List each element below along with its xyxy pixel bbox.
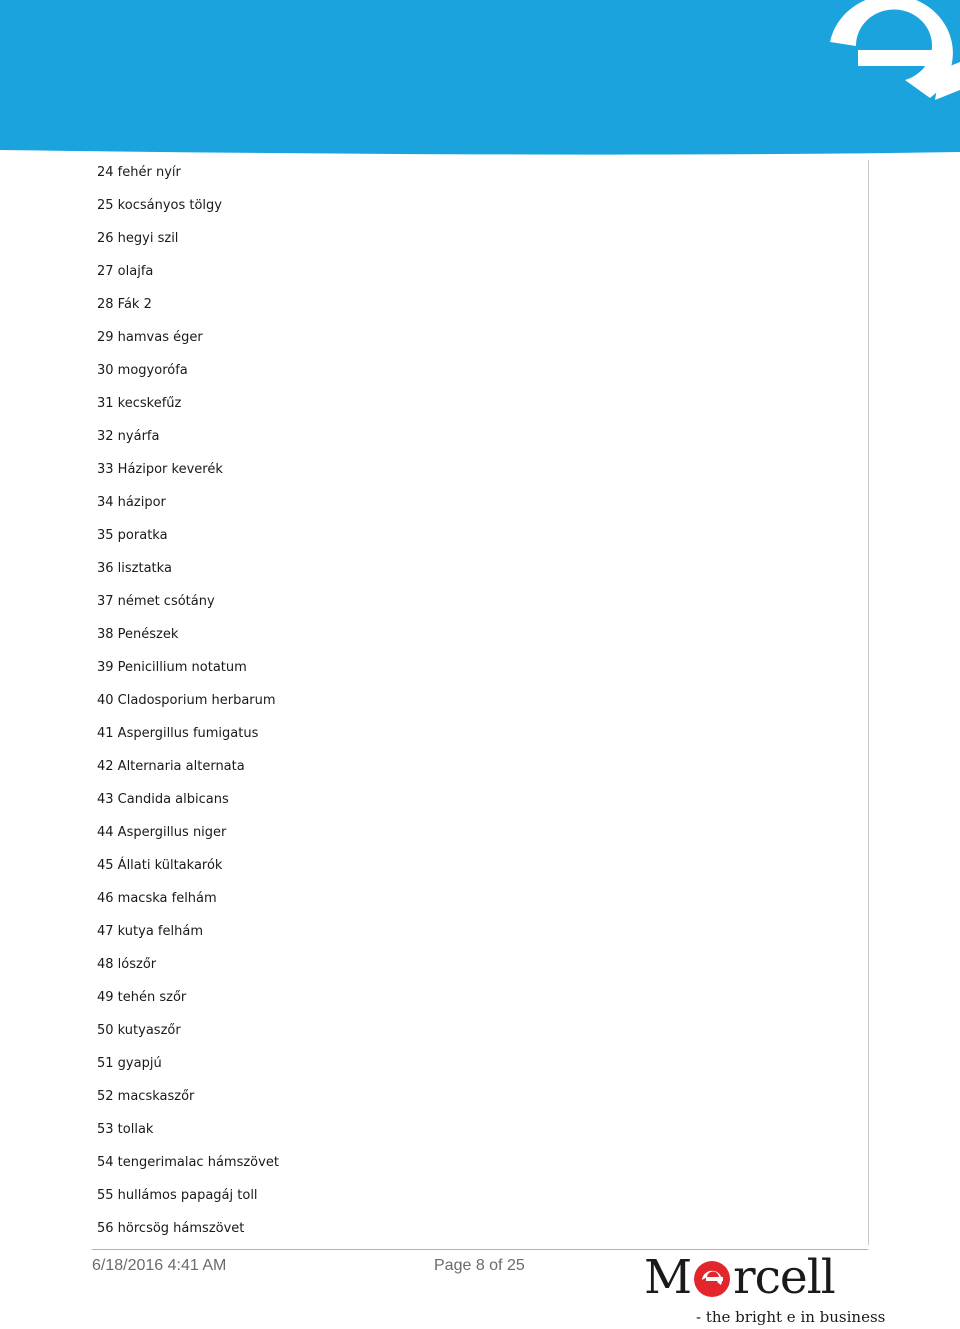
header-band [0, 0, 960, 165]
logo-letters-rest: rcell [733, 1250, 835, 1305]
list-item: 54 tengerimalac hámszövet [97, 1155, 279, 1170]
list-item: 52 macskaszőr [97, 1089, 195, 1104]
allergen-list [97, 162, 279, 1251]
list-item: 24 fehér nyír [97, 165, 181, 180]
list-item: 56 hörcsög hámszövet [97, 1221, 245, 1236]
list-item: 46 macska felhám [97, 891, 217, 906]
list-item: 30 mogyorófa [97, 363, 188, 378]
logo-wordmark [644, 1252, 835, 1304]
list-item: 42 Alternaria alternata [97, 759, 245, 774]
list-item: 29 hamvas éger [97, 330, 203, 345]
list-item: 48 lószőr [97, 957, 157, 972]
marcell-logo [644, 1250, 886, 1328]
list-item: 40 Cladosporium herbarum [97, 693, 276, 708]
list-item: 55 hullámos papagáj toll [97, 1188, 258, 1203]
list-item: 44 Aspergillus niger [97, 825, 227, 840]
list-item: 25 kocsányos tölgy [97, 198, 222, 213]
list-item: 38 Penészek [97, 627, 179, 642]
list-item: 33 Házipor keverék [97, 462, 223, 477]
list-item: 35 poratka [97, 528, 168, 543]
list-item: 32 nyárfa [97, 429, 160, 444]
list-item: 45 Állati kültakarók [97, 858, 223, 873]
list-item: 47 kutya felhám [97, 924, 203, 939]
list-item: 53 tollak [97, 1122, 154, 1137]
list-item: 41 Aspergillus fumigatus [97, 726, 259, 741]
list-item: 39 Penicillium notatum [97, 660, 247, 675]
list-item: 49 tehén szőr [97, 990, 187, 1005]
list-item: 37 német csótány [97, 594, 215, 609]
list-item: 51 gyapjú [97, 1056, 162, 1071]
list-item: 36 lisztatka [97, 561, 172, 576]
list-item: 43 Candida albicans [97, 792, 229, 807]
logo-e-icon [692, 1258, 732, 1298]
logo-letter-m: M [644, 1250, 692, 1305]
footer-page-number: Page 8 of 25 [434, 1257, 525, 1274]
logo-tagline: - the bright e in business [696, 1308, 886, 1326]
list-item: 26 hegyi szil [97, 231, 179, 246]
list-item: 31 kecskefűz [97, 396, 182, 411]
list-item: 28 Fák 2 [97, 297, 152, 312]
list-item: 50 kutyaszőr [97, 1023, 181, 1038]
footer-date: 6/18/2016 4:41 AM [92, 1257, 227, 1274]
list-item: 34 házipor [97, 495, 166, 510]
list-item: 27 olajfa [97, 264, 154, 279]
